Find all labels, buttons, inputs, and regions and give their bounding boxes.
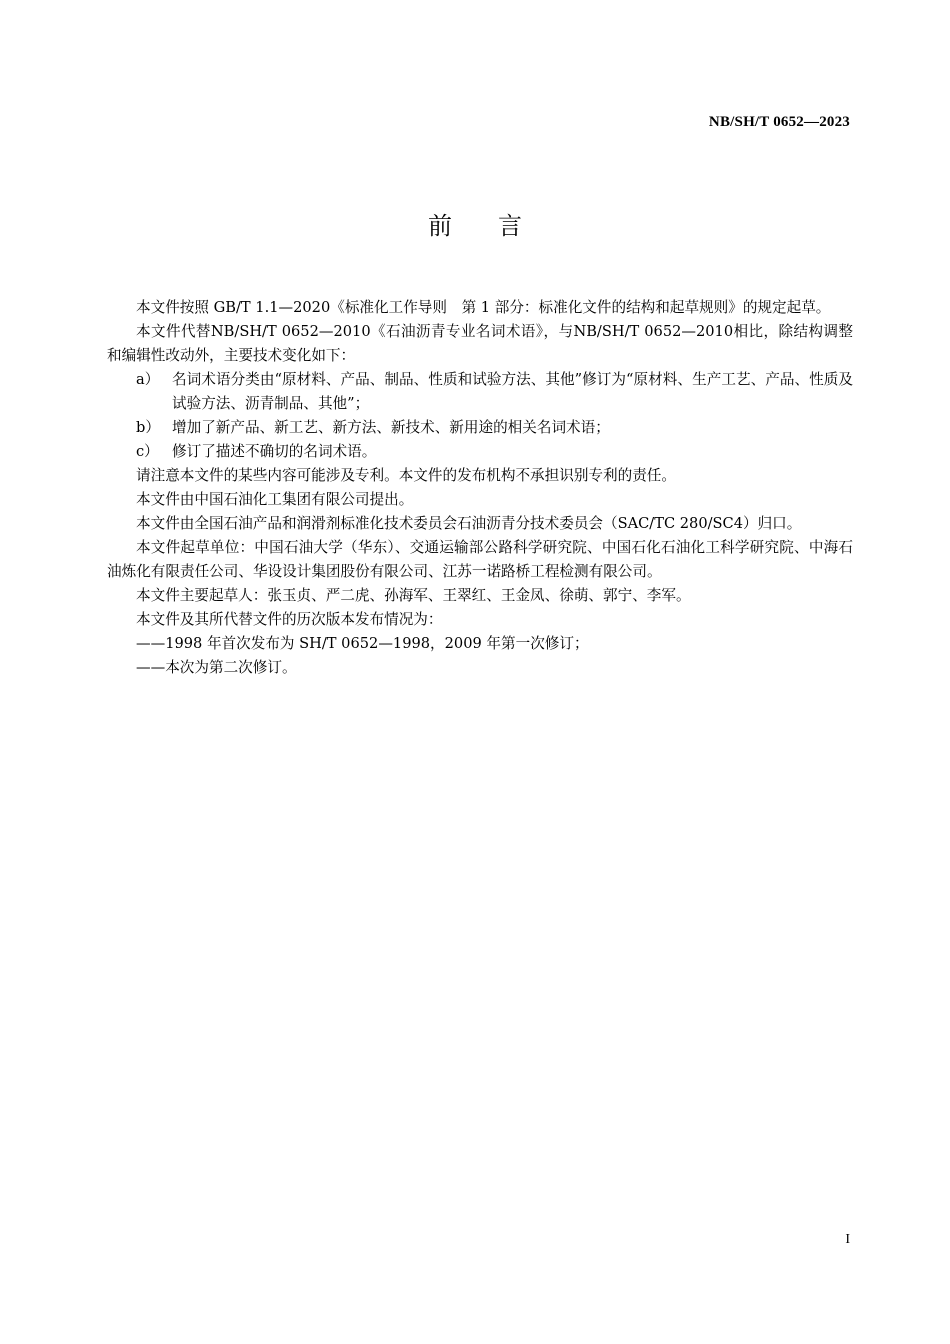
page-number: I: [845, 1232, 850, 1247]
item-marker: b）: [136, 419, 160, 436]
paragraph-committee: 本文件由全国石油产品和润滑剂标准化技术委员会石油沥青分技术委员会（SAC/TC 280/SC4）归口。: [136, 515, 802, 532]
paragraph-drafting-rules: 本文件按照 GB/T 1.1—2020《标准化工作导则 第 1 部分：标准化文件的结构和起草规则》的规定起草。: [136, 299, 831, 316]
change-item-b: [107, 416, 853, 440]
item-text: 增加了新产品、新工艺、新方法、新技术、新用途的相关名词术语；: [172, 419, 610, 436]
foreword-body: [107, 296, 853, 680]
paragraph-drafters: 本文件主要起草人：张玉贞、严二虎、孙海军、王翠红、王金凤、徐萌、郭宁、李军。: [136, 587, 691, 604]
paragraph-drafting-units: 本文件起草单位：中国石油大学（华东）、交通运输部公路科学研究院、中国石化石油化工科学研究院、中海石油炼化有限责任公司、华设设计集团股份有限公司、江苏一诺路桥工程检测有限公司。: [107, 539, 853, 580]
paragraph-replacement: 本文件代替NB/SH/T 0652—2010《石油沥青专业名词术语》，与NB/SH/T 0652—2010相比，除结构调整和编辑性改动外，主要技术变化如下：: [107, 323, 853, 364]
change-item-a: [107, 368, 853, 416]
change-item-c: [107, 440, 853, 464]
item-text: 名词术语分类由“原材料、产品、制品、性质和试验方法、其他”修订为“原材料、生产工艺、产品、性质及试验方法、沥青制品、其他”；: [172, 371, 853, 412]
page-title: 前言: [428, 212, 568, 240]
paragraph-patent-notice: 请注意本文件的某些内容可能涉及专利。本文件的发布机构不承担识别专利的责任。: [136, 467, 676, 484]
paragraph-history-intro: 本文件及其所代替文件的历次版本发布情况为：: [136, 611, 443, 628]
history-item: ——1998 年首次发布为 SH/T 0652—1998，2009 年第一次修订；: [136, 635, 589, 652]
paragraph-proposer: 本文件由中国石油化工集团有限公司提出。: [136, 491, 414, 508]
standard-code: NB/SH/T 0652—2023: [708, 114, 850, 130]
item-marker: c）: [136, 443, 159, 460]
history-item: ——本次为第二次修订。: [136, 659, 297, 676]
item-marker: a）: [136, 371, 160, 388]
item-text: 修订了描述不确切的名词术语。: [172, 443, 377, 460]
